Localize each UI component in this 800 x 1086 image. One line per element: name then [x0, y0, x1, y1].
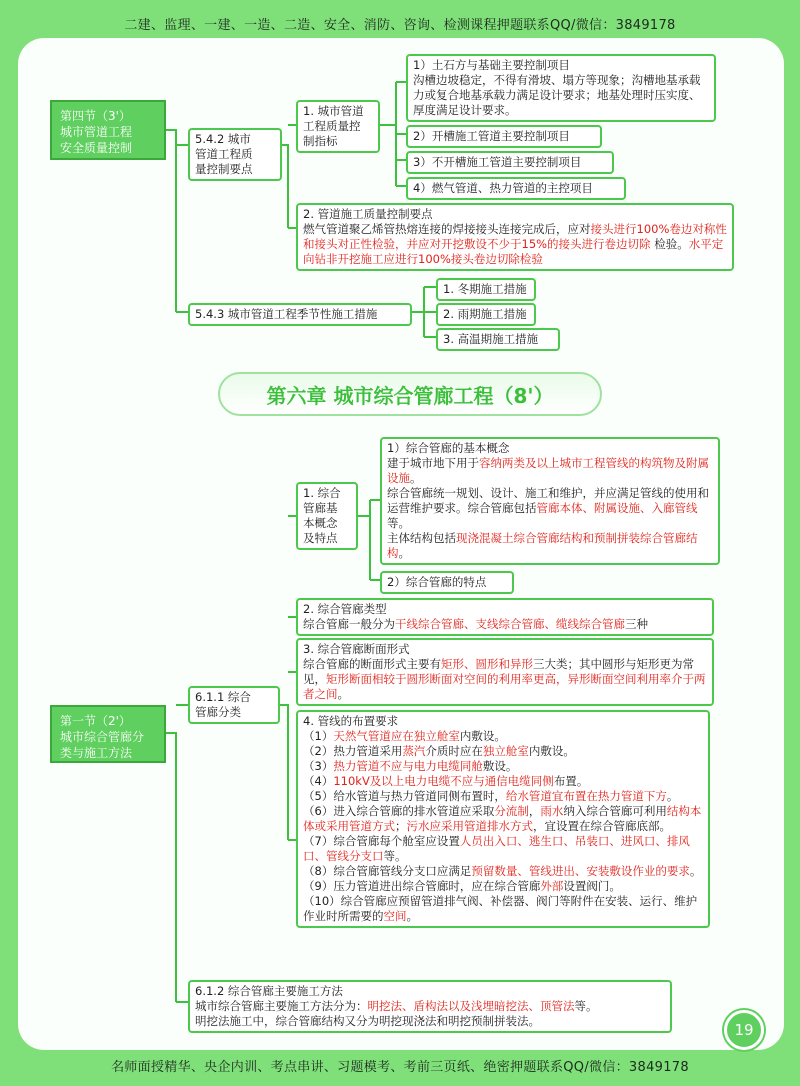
node-quality-index-line2: 工程质量控 — [303, 119, 361, 133]
lay1-a: （1） — [303, 729, 334, 743]
item-earthwork — [406, 54, 716, 122]
layout-box — [296, 710, 710, 928]
item-open-trench — [406, 125, 602, 148]
sec-p1: 综合管廊的断面形式主要有 — [303, 657, 441, 671]
type-body — [303, 617, 707, 632]
layout-item-10 — [303, 894, 703, 924]
season-rain — [436, 303, 536, 326]
node-611-line2: 管廊分类 — [195, 705, 241, 719]
sec-end: 。 — [337, 687, 349, 701]
header-banner: 二建、监理、一建、一造、二造、安全、消防、咨询、检测课程押题联系QQ/微信：3849178 — [124, 18, 676, 33]
node-542 — [188, 128, 282, 181]
lay2-b: 介质时应在 — [425, 744, 483, 758]
method-para-1 — [195, 999, 665, 1014]
lay1-r: 天然气管道应在独立舱室 — [333, 729, 460, 743]
layout-item-8 — [303, 864, 703, 879]
construction-quality-title: 2. 管道施工质量控制要点 — [303, 207, 433, 221]
lay10-a: （10）综合管廊应预留管道排气阀、补偿器、阀门等附件在安装、运行、维护作业时所需要的 — [303, 894, 698, 923]
concept-para-3 — [387, 531, 713, 561]
layout-item-5 — [303, 789, 703, 804]
chapter-title: 第六章 城市综合管廊工程（8'） — [218, 372, 602, 416]
season-winter — [436, 278, 536, 301]
lay4-a: （4） — [303, 774, 334, 788]
item-gas-heat — [406, 177, 626, 200]
section1-title-line2: 城市综合管廊分 — [60, 730, 145, 744]
lay6-a: （6）进入综合管廊的排水管道应采取 — [303, 804, 495, 818]
section4-title-line3: 安全质量控制 — [60, 141, 133, 155]
concept-r2: 管廊本体、附属设施、入廊管线 — [536, 501, 698, 515]
lay1-b: 内敷设。 — [459, 729, 506, 743]
feature-box — [380, 571, 514, 594]
m-r1: 明挖法、盾构法以及浅埋暗挖法、顶管法 — [367, 999, 575, 1013]
lay5-r: 给水管道宜布置在热力管道下方 — [505, 789, 667, 803]
lay6-b: ， — [528, 804, 541, 818]
item-trenchless-label: 3）不开槽施工管道主要控制项目 — [413, 155, 582, 169]
season-winter-label: 1. 冬期施工措施 — [443, 282, 527, 296]
node-611 — [188, 686, 280, 724]
sec-r2: 矩形断面相较于圆形断面对空间的利用率更高，异形断面空间利用率介于两者之间 — [303, 672, 706, 701]
lay9-a: （9）压力管道进出综合管廊时，应在综合管廊 — [303, 879, 541, 893]
layout-item-1 — [303, 729, 703, 744]
lay9-b: 设置阀门。 — [563, 879, 621, 893]
m-p1-end: 等。 — [574, 999, 598, 1013]
item-trenchless — [406, 151, 614, 174]
concept-title: 1）综合管廊的基本概念 — [387, 441, 510, 455]
method-title: 6.1.2 综合管廊主要施工方法 — [195, 984, 343, 998]
lay4-b: 布置。 — [553, 774, 589, 788]
type-r: 干线综合管廊、支线综合管廊、缆线综合管廊 — [395, 617, 625, 631]
layout-title: 4. 管线的布置要求 — [303, 714, 399, 728]
cq-red-2: 水平定向钻非开挖施工应进行100%接头卷边切除检验 — [303, 237, 724, 266]
concept-r1: 容纳两类及以上城市工程管线的构筑物及附属设施 — [387, 456, 709, 485]
m-p1: 城市综合管廊主要施工方法分为： — [195, 999, 368, 1013]
node-542-line1: 5.4.2 城市 — [195, 132, 251, 146]
lay5-a: （5）给水管道与热力管道同侧布置时， — [303, 789, 506, 803]
section4-title-line1: 第四节（3'） — [60, 109, 131, 123]
section1-title — [50, 705, 166, 763]
season-heat — [436, 328, 560, 351]
concept-p2: 综合管廊统一规划、设计、施工和维护，并应满足管线的使用和运营维护要求。综合管廊包括 — [387, 486, 709, 515]
item-earthwork-body: 沟槽边坡稳定，不得有滑坡、塌方等现象；沟槽地基承载力或复合地基承载力满足设计要求；地基处理时压实度、厚度满足设计要求。 — [413, 73, 701, 117]
section-form-title: 3. 综合管廊断面形式 — [303, 642, 410, 656]
section4-title — [50, 100, 166, 160]
node-611-line1: 6.1.1 综合 — [195, 690, 251, 704]
basic-concept-line4: 及特点 — [303, 531, 338, 545]
concept-box — [380, 437, 720, 565]
lay6-r4: 污水应采用管道排水方式 — [406, 819, 533, 833]
lay5-b: 。 — [666, 789, 679, 803]
sec-r1: 矩形、圆形和异形 — [441, 657, 533, 671]
concept-p2-end: 等。 — [387, 516, 410, 530]
item-open-trench-label: 2）开槽施工管道主要控制项目 — [413, 129, 570, 143]
lay6-c: 纳入综合管廊可利用 — [563, 804, 667, 818]
lay3-a: （3） — [303, 759, 334, 773]
method-box — [188, 980, 672, 1033]
concept-p1-end: 。 — [410, 471, 422, 485]
layout-item-2 — [303, 744, 703, 759]
basic-concept-line3: 本概念 — [303, 516, 338, 530]
lay8-r: 预留数量、管线进出、安装敷设作业的要求 — [471, 864, 690, 878]
layout-item-9 — [303, 879, 703, 894]
type-p: 综合管廊一般分为 — [303, 617, 395, 631]
cq-text-2: 检验。 — [654, 237, 689, 251]
lay3-b: 敷设。 — [482, 759, 518, 773]
item-gas-heat-label: 4）燃气管道、热力管道的主控项目 — [413, 181, 593, 195]
lay2-a: （2）热力管道采用 — [303, 744, 403, 758]
concept-r3: 现浇混凝土综合管廊结构和预制拼装综合管廊结构 — [387, 531, 698, 560]
lay7-a: （7）综合管廊每个舱室应设置 — [303, 834, 460, 848]
node-543-label: 5.4.3 城市管道工程季节性施工措施 — [195, 307, 378, 321]
type-box — [296, 598, 714, 636]
layout-item-3 — [303, 759, 703, 774]
cq-text-1: 燃气管道聚乙烯管热熔连接的焊接接头连接完成后，应对 — [303, 222, 591, 236]
concept-p3: 主体结构包括 — [387, 531, 456, 545]
season-rain-label: 2. 雨期施工措施 — [443, 307, 527, 321]
node-quality-index-line3: 制指标 — [303, 134, 338, 148]
concept-p1: 建于城市地下用于 — [387, 456, 479, 470]
lay9-r: 外部 — [540, 879, 564, 893]
lay2-r1: 蒸汽 — [402, 744, 426, 758]
node-quality-index — [296, 100, 380, 153]
lay4-r: 110kV及以上电力电缆不应与通信电缆同侧 — [333, 774, 554, 788]
concept-para-2 — [387, 486, 713, 531]
lay7-r: 人员出入口、逃生口、吊装口、进风口、排风口、管线分支口 — [303, 834, 690, 863]
method-para-2: 明挖法施工中，综合管廊结构又分为明挖现浇法和明挖预制拼装法。 — [195, 1014, 540, 1028]
lay7-b: 等。 — [383, 849, 407, 863]
sec-p2: 三大类；其中圆形与矩形更为常见， — [303, 657, 694, 686]
lay10-r: 空间 — [383, 909, 407, 923]
lay2-r2: 独立舱室 — [482, 744, 529, 758]
basic-concept-line2: 管廊基 — [303, 501, 338, 515]
section1-title-line1: 第一节（2'） — [60, 714, 131, 728]
page-number: 19 — [724, 1010, 764, 1050]
lay6-e: ，宜设置在综合管廊底部。 — [533, 819, 671, 833]
lay10-b: 。 — [406, 909, 418, 923]
footer-banner: 名师面授精华、央企内训、考点串讲、习题模考、考前三页纸、绝密押题联系QQ/微信：3849178 — [111, 1060, 689, 1075]
node-construction-quality — [296, 203, 734, 271]
type-title: 2. 综合管廊类型 — [303, 602, 387, 616]
node-basic-concept — [296, 482, 358, 550]
lay6-r3: 结构本体或采用管道方式 — [303, 804, 702, 833]
section1-title-line3: 类与施工方法 — [60, 746, 133, 760]
layout-item-7 — [303, 834, 703, 864]
lay8-b: 。 — [689, 864, 702, 878]
node-542-line3: 量控制要点 — [195, 162, 253, 176]
lay3-r: 热力管道不应与电力电缆同舱 — [333, 759, 483, 773]
construction-quality-body — [303, 222, 727, 267]
node-542-line2: 管道工程质 — [195, 147, 253, 161]
concept-para-1 — [387, 456, 713, 486]
cq-red-1: 接头进行100%卷边对称性和接头对正性检验，并应对开挖敷设不少于15%的接头进行卷边切除 — [303, 222, 727, 251]
lay2-c: 内敷设。 — [528, 744, 575, 758]
basic-concept-line1: 1. 综合 — [303, 486, 341, 500]
lay6-r2: 雨水 — [540, 804, 564, 818]
item-earthwork-title: 1）土石方与基础主要控制项目 — [413, 58, 570, 72]
concept-p3-end: 。 — [398, 546, 410, 560]
season-heat-label: 3. 高温期施工措施 — [443, 332, 539, 346]
section4-title-line2: 城市管道工程 — [60, 125, 133, 139]
node-543 — [188, 303, 412, 326]
layout-item-6 — [303, 804, 703, 834]
lay6-r1: 分流制 — [494, 804, 529, 818]
layout-item-4 — [303, 774, 703, 789]
section-form-body — [303, 657, 707, 702]
lay6-d: ； — [395, 819, 407, 833]
node-quality-index-line1: 1. 城市管道 — [303, 104, 364, 118]
feature-label: 2）综合管廊的特点 — [387, 575, 487, 589]
type-end: 三种 — [625, 617, 648, 631]
lay8-a: （8）综合管廊管线分支口应满足 — [303, 864, 472, 878]
section-form-box — [296, 638, 714, 706]
